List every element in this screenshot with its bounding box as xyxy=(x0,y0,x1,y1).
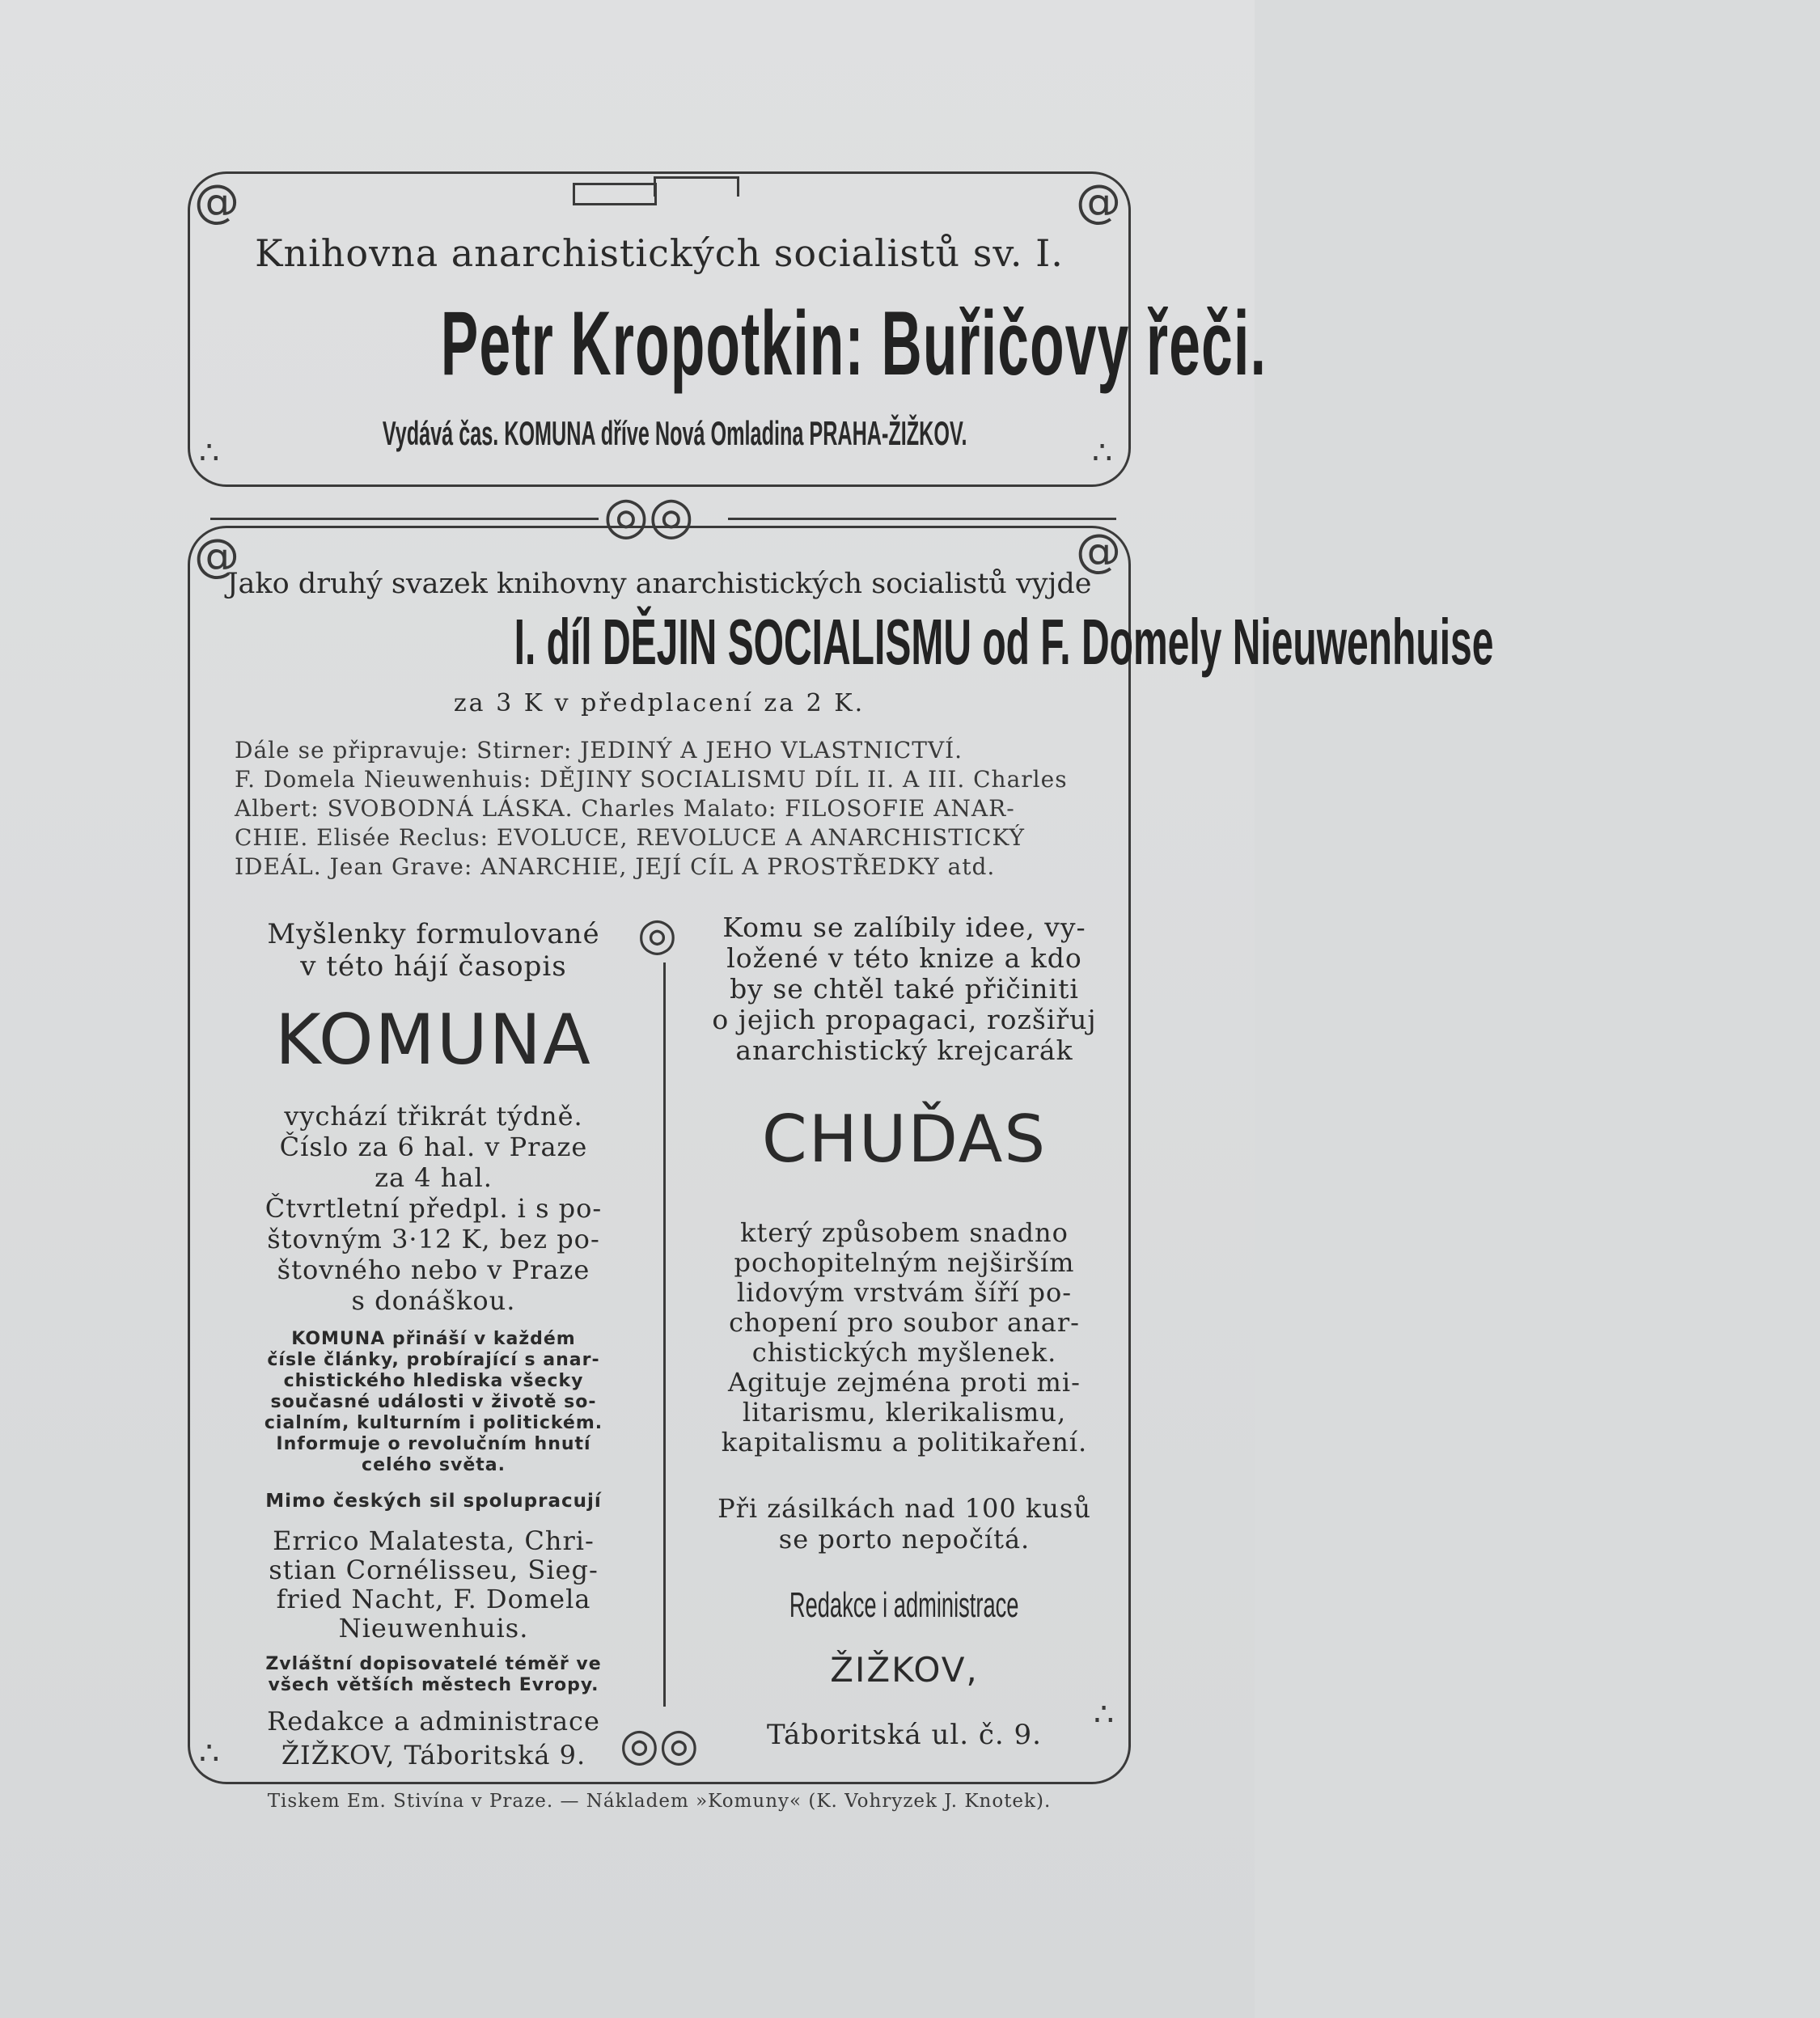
freq-line: za 4 hal. xyxy=(375,1162,493,1193)
freq-line: vychází třikrát týdně. xyxy=(284,1101,583,1132)
publisher-line: Vydává čas. KOMUNA dříve Nová Omladina PRAHA-ŽIŽKOV. xyxy=(382,414,967,452)
correspondent-line: Zvláštní dopisovatelé téměř ve xyxy=(265,1654,602,1674)
prepared-line: F. Domela Nieuwenhuis: DĚJINY SOCIALISMU DÍL II. A III. Charles xyxy=(235,766,1068,793)
correspondents xyxy=(239,1654,628,1696)
content-line: čísle články, probírající s anar- xyxy=(267,1350,600,1370)
lead-line: anarchistický krejcarák xyxy=(735,1034,1073,1066)
komuna-frequency xyxy=(239,1101,628,1316)
chudas-lead xyxy=(702,912,1107,1066)
komuna-content xyxy=(239,1329,628,1476)
book-title: Petr Kropotkin: Buřičovy řeči. xyxy=(440,293,1268,394)
content-line: cialním, kulturním i politickém. xyxy=(264,1413,603,1433)
column-divider xyxy=(663,962,666,1707)
freq-line: Čtvrtletní předpl. i s po- xyxy=(265,1193,603,1224)
desc-line: chopení pro soubor anar- xyxy=(729,1307,1080,1338)
chudas-street: Táboritská ul. č. 9. xyxy=(767,1719,1042,1751)
dots-icon: ∴ xyxy=(199,434,220,472)
prepared-line: CHIE. Elisée Reclus: EVOLUCE, REVOLUCE A ANARCHISTICKÝ xyxy=(235,824,1026,851)
right-column xyxy=(702,912,1107,1751)
left-column xyxy=(239,918,628,1771)
publisher-wrap xyxy=(188,414,1131,463)
lead-line: Myšlenky formulované xyxy=(267,918,600,950)
komuna-address: ŽIŽKOV, Táboritská 9. xyxy=(281,1740,586,1771)
lead-line: v této hájí časopis xyxy=(300,950,567,983)
komuna-name: KOMUNA xyxy=(275,1000,592,1081)
desc-line: Agituje zejména proti mi- xyxy=(728,1367,1081,1398)
freq-line: s donáškou. xyxy=(351,1285,516,1316)
chudas-city: ŽIŽKOV, xyxy=(830,1650,979,1690)
swirl-icon: @ xyxy=(1076,176,1121,228)
content-line: současné události v životě so- xyxy=(270,1392,597,1412)
divider-line xyxy=(210,518,599,520)
desc-line: litarismu, klerikalismu, xyxy=(742,1397,1067,1428)
freq-line: štovného nebo v Praze xyxy=(277,1254,590,1285)
swirl-icon: @ xyxy=(194,176,239,228)
chudas-description xyxy=(702,1218,1107,1457)
dots-icon: ∴ xyxy=(199,1735,220,1772)
komuna-office: Redakce a administrace xyxy=(267,1706,600,1737)
lead-line: Komu se zalíbily idee, vy- xyxy=(722,912,1086,943)
prepared-line: IDEÁL. Jean Grave: ANARCHIE, JEJÍ CÍL A PROSTŘEDKY atd. xyxy=(235,853,996,880)
content-line: celého světa. xyxy=(362,1455,506,1475)
freq-line: štovným 3·12 K, bez po- xyxy=(267,1224,600,1254)
book-title-wrap xyxy=(188,605,1494,694)
foreign-head: Mimo českých sil spolupracují xyxy=(265,1491,602,1512)
content-line: chistického hlediska všecky xyxy=(283,1371,584,1391)
prepared-line: Albert: SVOBODNÁ LÁSKA. Charles Malato: FILOSOFIE ANAR- xyxy=(235,795,1015,822)
divider-line xyxy=(728,518,1116,520)
title-wrap xyxy=(188,291,1268,404)
swirl-icon: @ xyxy=(194,530,239,582)
contributor-line: fried Nacht, F. Domela xyxy=(276,1584,591,1614)
porto-line: Při zásilkách nad 100 kusů xyxy=(717,1493,1091,1524)
correspondent-line: všech větších městech Evropy. xyxy=(268,1675,599,1695)
chudas-office: Redakce i administrace xyxy=(789,1585,1019,1625)
desc-line: kapitalismu a politikaření. xyxy=(721,1427,1088,1457)
spiral-icon: ◎◎ xyxy=(603,486,694,546)
swirl-icon: @ xyxy=(1076,525,1121,577)
second-book-title: I. díl DĚJIN SOCIALISMU od F. Domely Nieuwenhuise xyxy=(514,606,1494,678)
komuna-lead xyxy=(239,918,628,983)
chudas-name: CHUĎAS xyxy=(761,1102,1048,1177)
porto-line: se porto nepočítá. xyxy=(778,1524,1031,1555)
porto-note xyxy=(702,1493,1107,1555)
contributors xyxy=(239,1526,628,1643)
desc-line: který způsobem snadno xyxy=(740,1217,1069,1248)
desc-line: lidovým vrstvám šíří po- xyxy=(736,1277,1073,1308)
lead-line: o jejich propagaci, rozšiřuj xyxy=(712,1004,1097,1035)
contributor-line: Errico Malatesta, Chri- xyxy=(273,1525,595,1556)
dots-icon: ∴ xyxy=(1092,434,1113,472)
series-line: Knihovna anarchistických socialistů sv. I. xyxy=(255,231,1064,275)
contributor-line: stian Cornélisseu, Sieg- xyxy=(269,1555,599,1585)
prepared-line: Dále se připravuje: Stirner: JEDINÝ A JEHO VLASTNICTVÍ. xyxy=(235,737,963,764)
spiral-icon: ◎◎ xyxy=(620,1719,699,1771)
dots-icon: ∴ xyxy=(1094,1696,1115,1733)
prepared-paragraph xyxy=(235,736,1092,882)
desc-line: chistických myšlenek. xyxy=(751,1337,1057,1368)
desc-line: pochopitelným nejširším xyxy=(734,1247,1075,1278)
price-line: za 3 K v předplacení za 2 K. xyxy=(453,689,866,717)
spiral-icon: ◎ xyxy=(637,908,677,961)
lead-line: ložené v této knize a kdo xyxy=(726,942,1082,974)
intro-line: Jako druhý svazek knihovny anarchistických socialistů vyjde xyxy=(226,568,1092,600)
freq-line: Číslo za 6 hal. v Praze xyxy=(279,1132,588,1162)
content-line: KOMUNA přináší v každém xyxy=(291,1329,576,1349)
chudas-office-wrap xyxy=(702,1585,1107,1642)
lead-line: by se chtěl také přičiniti xyxy=(730,973,1079,1005)
contributor-line: Nieuwenhuis. xyxy=(338,1613,529,1644)
printer-footer: Tiskem Em. Stivína v Praze. — Nákladem »Komuny« (K. Vohryzek J. Knotek). xyxy=(267,1791,1052,1812)
content-line: Informuje o revolučním hnutí xyxy=(276,1434,591,1454)
